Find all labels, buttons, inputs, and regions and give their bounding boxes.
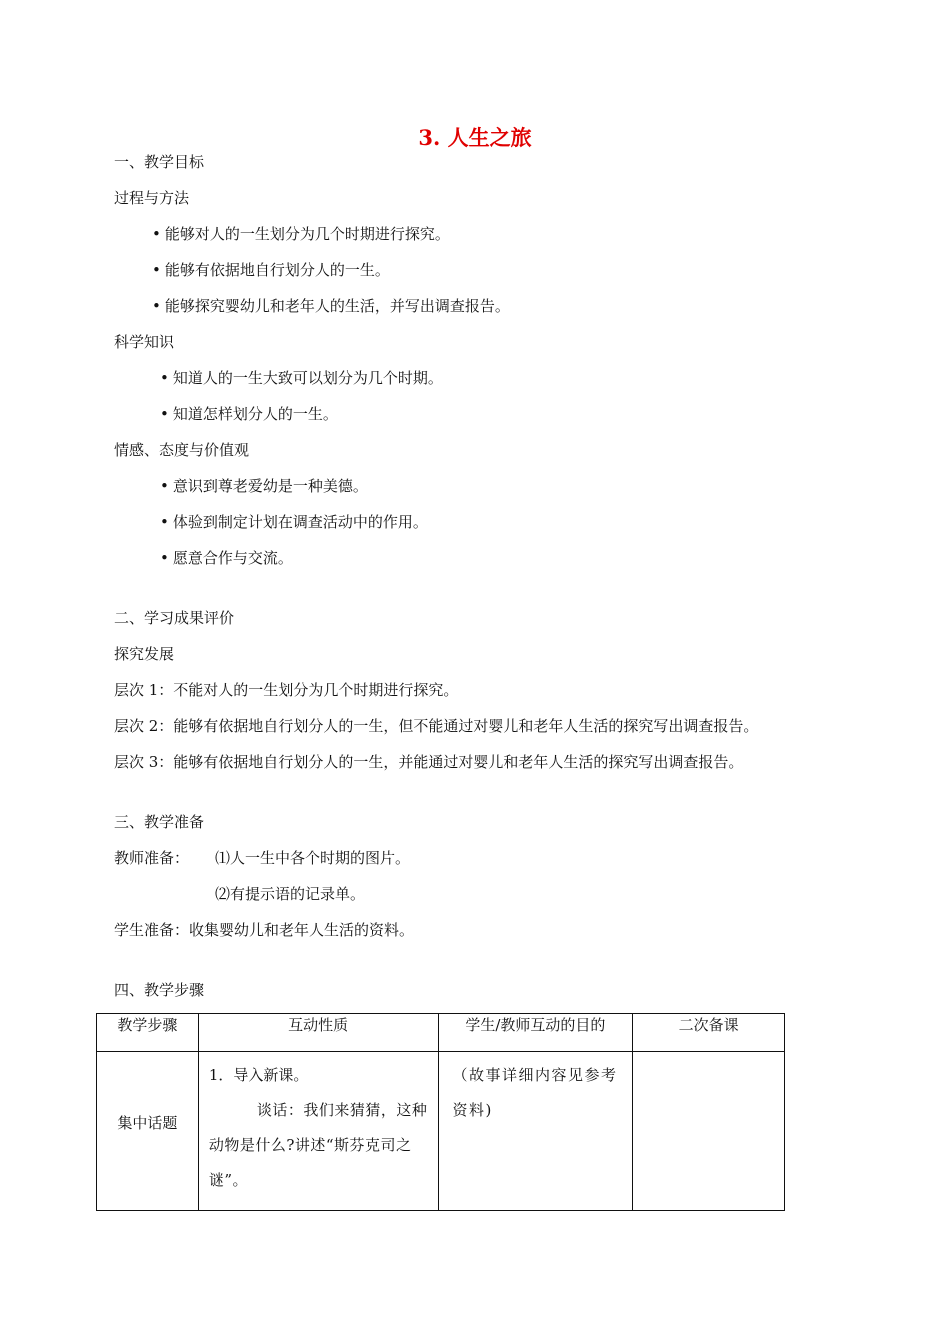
bullet-text: 知道人的一生大致可以划分为几个时期。 — [172, 369, 443, 387]
bullet-icon: • — [152, 297, 161, 315]
student-prep: 学生准备：收集婴幼儿和老年人生活的资料。 — [114, 921, 415, 939]
purpose-text: （故事详细内容见参考资料) — [452, 1066, 618, 1119]
table-header-cell: 教学步骤 — [97, 1014, 199, 1052]
bullet-icon: • — [152, 261, 161, 279]
bullet-item — [160, 476, 368, 496]
level-1: 层次 1：不能对人的一生划分为几个时期进行探究。 — [114, 681, 459, 699]
bullet-text: 能够探究婴幼儿和老年人的生活，并写出调查报告。 — [164, 297, 510, 315]
section-heading-assessment: 二、学习成果评价 — [114, 609, 235, 627]
level-3: 层次 3：能够有依据地自行划分人的一生，并能通过对婴儿和老年人生活的探究写出调查报告。 — [114, 753, 744, 771]
bullet-item — [160, 368, 443, 388]
document-title: 3. 人生之旅 — [418, 125, 532, 150]
bullet-text: 体验到制定计划在调查活动中的作用。 — [172, 513, 428, 531]
bullet-icon: • — [160, 513, 169, 531]
teacher-prep-item: ⑴人一生中各个时期的图片。 — [215, 849, 411, 867]
bullet-text: 意识到尊老爱幼是一种美德。 — [172, 477, 368, 495]
table-header-cell: 二次备课 — [633, 1014, 785, 1052]
bullet-text: 愿意合作与交流。 — [172, 549, 293, 567]
subheading-science-knowledge: 科学知识 — [114, 333, 175, 351]
subheading-inquiry-development: 探究发展 — [114, 645, 175, 663]
bullet-item — [152, 224, 450, 244]
table-cell-notes — [633, 1052, 785, 1211]
table-row — [97, 1052, 785, 1211]
teaching-steps-table — [96, 1013, 785, 1211]
bullet-text: 能够有依据地自行划分人的一生。 — [164, 261, 390, 279]
interaction-body: 谈话：我们来猜猜，这种动物是什么?讲述“斯芬克司之谜”。 — [208, 1101, 428, 1189]
level-2: 层次 2：能够有依据地自行划分人的一生，但不能通过对婴儿和老年人生活的探究写出调查报告。 — [114, 717, 759, 735]
table-cell-purpose — [438, 1052, 633, 1211]
table-header-cell: 互动性质 — [198, 1014, 438, 1052]
bullet-icon: • — [152, 225, 161, 243]
interaction-title: 1．导入新课。 — [208, 1066, 309, 1084]
bullet-icon: • — [160, 477, 169, 495]
bullet-item — [152, 260, 390, 280]
bullet-item — [160, 512, 428, 532]
bullet-item — [160, 548, 293, 568]
bullet-icon: • — [160, 369, 169, 387]
table-cell-interaction — [198, 1052, 438, 1211]
section-heading-steps: 四、教学步骤 — [114, 981, 205, 999]
bullet-icon: • — [160, 405, 169, 423]
bullet-text: 知道怎样划分人的一生。 — [172, 405, 338, 423]
bullet-item — [152, 296, 510, 316]
table-cell-step — [97, 1052, 199, 1211]
subheading-attitudes-values: 情感、态度与价值观 — [114, 441, 250, 459]
section-heading-preparation: 三、教学准备 — [114, 813, 205, 831]
bullet-icon: • — [160, 549, 169, 567]
table-header-row — [97, 1014, 785, 1052]
teacher-prep-item: ⑵有提示语的记录单。 — [215, 885, 366, 903]
interaction-content — [199, 1052, 438, 1210]
bullet-text: 能够对人的一生划分为几个时期进行探究。 — [164, 225, 450, 243]
table-header-cell: 学生/教师互动的目的 — [438, 1014, 633, 1052]
subheading-process-method: 过程与方法 — [114, 189, 190, 207]
teacher-prep-label: 教师准备： — [114, 849, 190, 867]
bullet-item — [160, 404, 338, 424]
step-label: 集中话题 — [117, 1114, 178, 1132]
section-heading-objectives: 一、教学目标 — [114, 153, 205, 171]
